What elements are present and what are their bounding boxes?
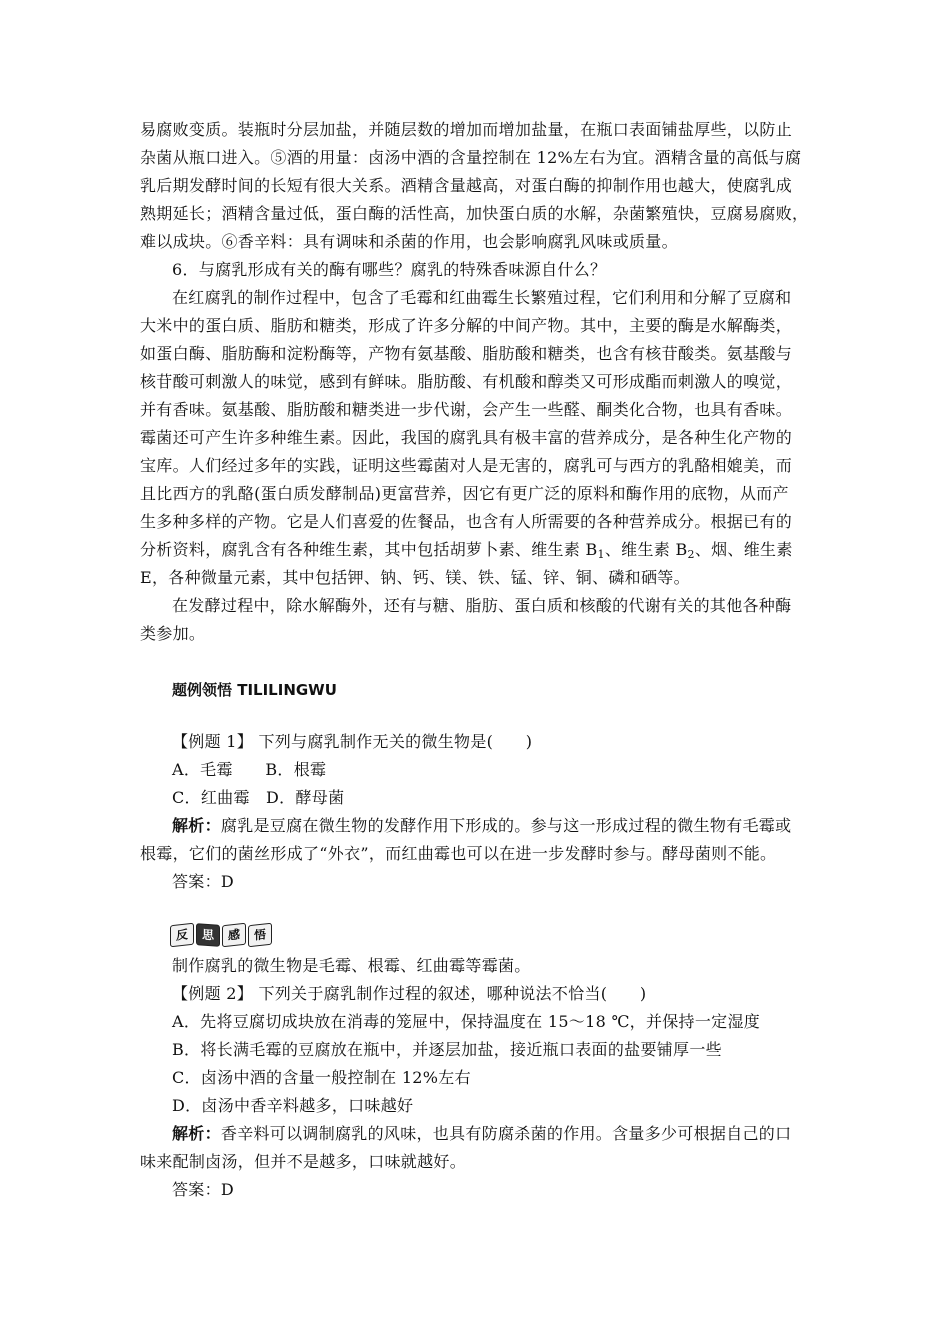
answer-line: 宝库。人们经过多年的实践，证明这些霉菌对人是无害的，腐乳可与西方的乳酪相媲美，而 [140, 456, 793, 475]
example-2-option-c: C．卤汤中酒的含量一般控制在 12%左右 [172, 1068, 471, 1087]
example-1-options-ab: A．毛霉 B．根霉 [172, 760, 327, 779]
analysis-label: 解析： [172, 816, 221, 835]
vitamin-text-c: 、烟、维生素 [694, 540, 793, 559]
section-heading: 题例领悟 TILILINGWU [172, 681, 337, 699]
example-2-title: 【例题 2】 下列关于腐乳制作过程的叙述，哪种说法不恰当( ) [172, 984, 647, 1003]
answer-line: 霉菌还可产生许多种维生素。因此，我国的腐乳具有极丰富的营养成分，是各种生化产物的 [140, 428, 793, 447]
vitamin-sub-1: 1 [597, 548, 605, 561]
answer-line: 在红腐乳的制作过程中，包含了毛霉和红曲霉生长繁殖过程，它们利用和分解了豆腐和 [172, 288, 792, 307]
badge-char: 思 [196, 923, 220, 947]
fermentation-line: 在发酵过程中，除水解酶外，还有与糖、脂肪、蛋白质和核酸的代谢有关的其他各种酶 [172, 596, 792, 615]
reflection-text: 制作腐乳的微生物是毛霉、根霉、红曲霉等霉菌。 [172, 956, 531, 975]
paragraph-line: 熟期延长；酒精含量过低，蛋白酶的活性高，加快蛋白质的水解，杂菌繁殖快，豆腐易腐败， [140, 204, 809, 223]
example-2-option-a: A．先将豆腐切成块放在消毒的笼屉中，保持温度在 15～18 ℃，并保持一定湿度 [172, 1012, 761, 1031]
paragraph-line: 乳后期发酵时间的长短有很大关系。酒精含量越高，对蛋白酶的抑制作用也越大，使腐乳成 [140, 176, 793, 195]
example-2-answer: 答案：D [172, 1180, 235, 1199]
answer-line: 且比西方的乳酪(蛋白质发酵制品)更富营养，因它有更广泛的原料和酶作用的底物，从而产 [140, 484, 789, 503]
answer-line: 并有香味。氨基酸、脂肪酸和糖类进一步代谢，会产生一些醛、酮类化合物，也具有香味。 [140, 400, 793, 419]
analysis-text: 腐乳是豆腐在微生物的发酵作用下形成的。参与这一形成过程的微生物有毛霉或 [220, 816, 792, 835]
vitamin-text-a: 分析资料，腐乳含有各种维生素，其中包括胡萝卜素、维生素 B [140, 540, 598, 559]
example-1-analysis-cont: 根霉，它们的菌丝形成了“外衣”，而红曲霉也可以在进一步发酵时参与。酵母菌则不能。 [140, 844, 777, 863]
answer-line-vitamins [140, 540, 820, 560]
example-1-title: 【例题 1】 下列与腐乳制作无关的微生物是( ) [172, 732, 533, 751]
analysis-label: 解析： [172, 1124, 221, 1143]
example-1-answer: 答案：D [172, 872, 235, 891]
answer-line: E，各种微量元素，其中包括钾、钠、钙、镁、铁、锰、锌、铜、磷和硒等。 [140, 568, 690, 587]
vitamin-text-b: 、维生素 B [604, 540, 688, 559]
vitamin-sub-2: 2 [687, 548, 695, 561]
answer-line: 如蛋白酶、脂肪酶和淀粉酶等，产物有氨基酸、脂肪酸和糖类，也含有核苷酸类。氨基酸与 [140, 344, 793, 363]
badge-char: 感 [222, 923, 246, 948]
paragraph-line: 杂菌从瓶口进入。⑤酒的用量：卤汤中酒的含量控制在 12%左右为宜。酒精含量的高低与腐 [140, 148, 802, 167]
analysis-text: 香辛料可以调制腐乳的风味，也具有防腐杀菌的作用。含量多少可根据自己的口 [220, 1124, 792, 1143]
paragraph-line: 易腐败变质。装瓶时分层加盐，并随层数的增加而增加盐量，在瓶口表面铺盐厚些，以防止 [140, 120, 793, 139]
example-1-analysis [172, 816, 852, 836]
answer-line: 核苷酸可刺激人的味觉，感到有鲜味。脂肪酸、有机酸和醇类又可形成酯而刺激人的嗅觉， [140, 372, 793, 391]
example-2-analysis-cont: 味来配制卤汤，但并不是越多，口味就越好。 [140, 1152, 467, 1171]
example-2-option-b: B．将长满毛霉的豆腐放在瓶中，并逐层加盐，接近瓶口表面的盐要铺厚一些 [172, 1040, 722, 1059]
example-2-analysis [172, 1124, 852, 1144]
example-2-option-d: D．卤汤中香辛料越多，口味越好 [172, 1096, 414, 1115]
question-6: 6．与腐乳形成有关的酶有哪些？腐乳的特殊香味源自什么？ [172, 260, 607, 279]
answer-line: 生多种多样的产物。它是人们喜爱的佐餐品，也含有人所需要的各种营养成分。根据已有的 [140, 512, 793, 531]
badge-char: 悟 [248, 923, 272, 948]
answer-line: 大米中的蛋白质、脂肪和糖类，形成了许多分解的中间产物。其中，主要的酶是水解酶类， [140, 316, 793, 335]
reflection-badge [170, 924, 272, 946]
example-1-options-cd: C．红曲霉 D．酵母菌 [172, 788, 345, 807]
paragraph-line: 难以成块。⑥香辛料：具有调味和杀菌的作用，也会影响腐乳风味或质量。 [140, 232, 678, 251]
fermentation-line: 类参加。 [140, 624, 206, 643]
badge-char: 反 [170, 923, 194, 948]
